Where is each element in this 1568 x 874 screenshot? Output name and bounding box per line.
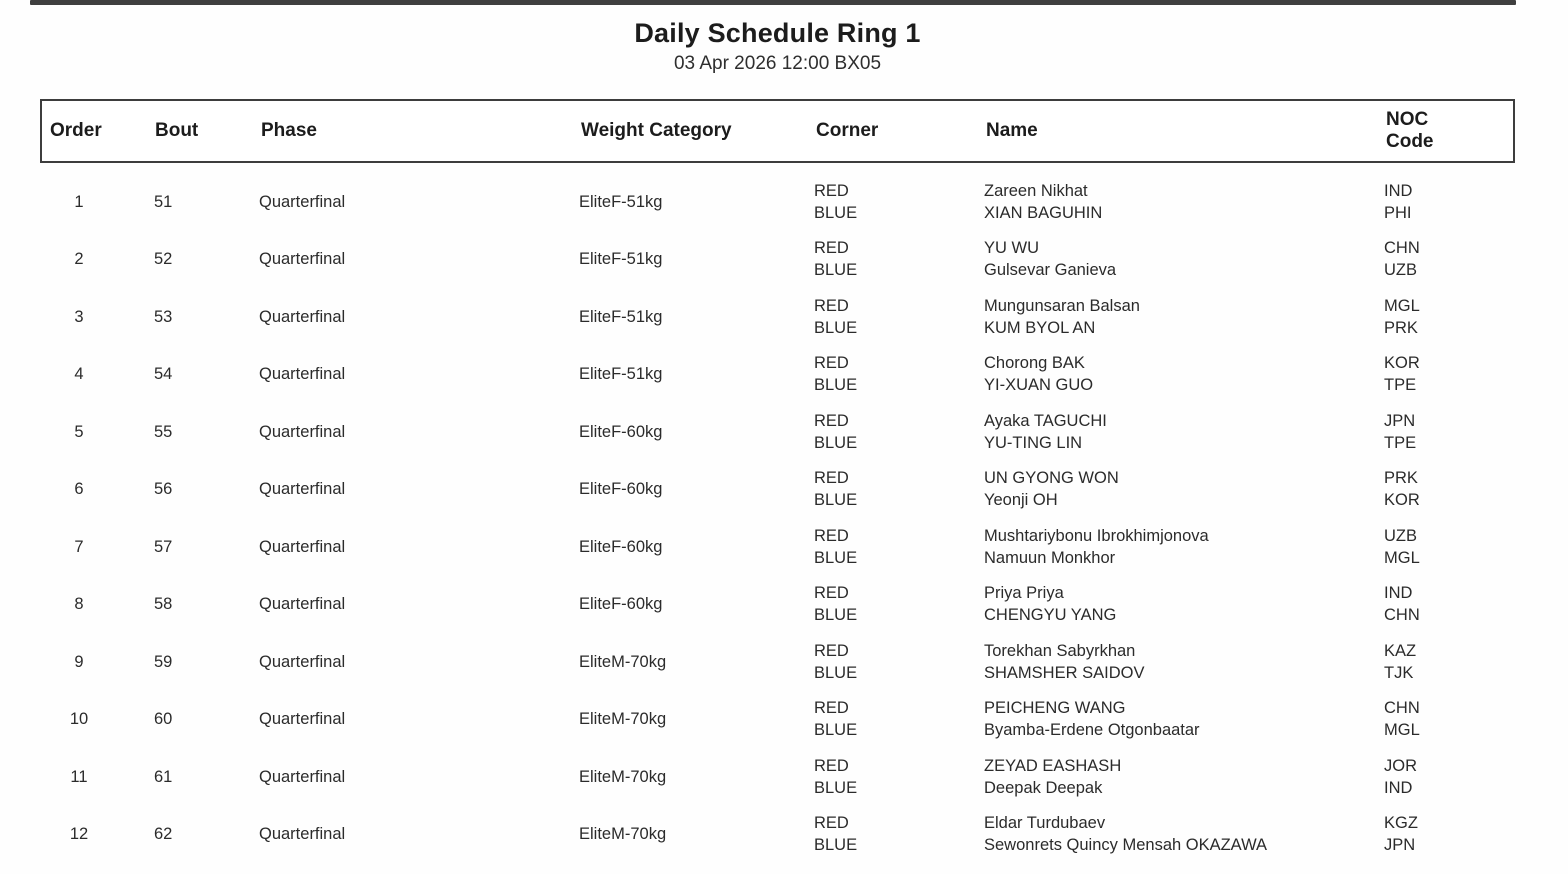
blue-boxer-noc: PRK <box>1384 318 1418 337</box>
corner-blue-label: BLUE <box>814 318 858 337</box>
bout-row <box>40 288 1515 346</box>
corner-red-label: RED <box>814 641 849 660</box>
blue-boxer-noc: MGL <box>1384 548 1420 567</box>
order-cell: 10 <box>69 710 89 729</box>
name-cell <box>975 697 1375 741</box>
blue-boxer-noc: PHI <box>1384 203 1412 222</box>
bout-cell: 53 <box>154 307 173 326</box>
noc-cell <box>1375 180 1515 224</box>
name-cell <box>975 352 1375 396</box>
red-boxer-noc: MGL <box>1384 296 1420 315</box>
phase-cell: Quarterfinal <box>259 307 346 326</box>
bout-cell: 55 <box>154 422 173 441</box>
red-boxer-noc: IND <box>1384 584 1413 603</box>
blue-boxer-noc: UZB <box>1384 261 1417 280</box>
order-cell: 12 <box>69 825 89 844</box>
weight-category-cell: EliteF-60kg <box>579 422 663 441</box>
noc-cell <box>1375 467 1515 511</box>
column-header-bout: Bout <box>155 120 199 141</box>
phase-cell: Quarterfinal <box>259 767 346 786</box>
blue-boxer-name: Yeonji OH <box>984 491 1058 510</box>
bout-cell: 51 <box>154 192 173 211</box>
corner-cell <box>805 697 975 741</box>
noc-cell <box>1375 410 1515 454</box>
noc-cell <box>1375 352 1515 396</box>
phase-cell: Quarterfinal <box>259 192 346 211</box>
red-boxer-noc: JOR <box>1384 756 1417 775</box>
red-boxer-name: Torekhan Sabyrkhan <box>984 641 1136 660</box>
name-cell <box>975 582 1375 626</box>
red-boxer-name: YU WU <box>984 239 1039 258</box>
page-subtitle: 03 Apr 2026 12:00 BX05 <box>673 53 882 74</box>
phase-cell: Quarterfinal <box>259 480 346 499</box>
name-cell <box>975 812 1375 856</box>
red-boxer-noc: PRK <box>1384 469 1418 488</box>
corner-cell <box>805 352 975 396</box>
name-cell <box>975 237 1375 281</box>
table-header-row <box>40 99 1515 163</box>
corner-red-label: RED <box>814 469 849 488</box>
corner-red-label: RED <box>814 239 849 258</box>
bout-row <box>40 748 1515 806</box>
blue-boxer-name: YI-XUAN GUO <box>984 376 1094 395</box>
bout-cell: 62 <box>154 825 173 844</box>
blue-boxer-name: CHENGYU YANG <box>984 606 1117 625</box>
bout-cell: 56 <box>154 480 173 499</box>
bout-row <box>40 806 1515 864</box>
red-boxer-name: Mushtariybonu Ibrokhimjonova <box>984 526 1209 545</box>
corner-cell <box>805 640 975 684</box>
blue-boxer-noc: IND <box>1384 778 1413 797</box>
blue-boxer-name: Sewonrets Quincy Mensah OKAZAWA <box>984 836 1268 855</box>
column-header-noc-code <box>1377 109 1513 153</box>
phase-cell: Quarterfinal <box>259 710 346 729</box>
column-header-weight-category: Weight Category <box>581 120 732 141</box>
blue-boxer-name: Deepak Deepak <box>984 778 1103 797</box>
corner-blue-label: BLUE <box>814 491 858 510</box>
red-boxer-noc: KOR <box>1384 354 1420 373</box>
corner-blue-label: BLUE <box>814 721 858 740</box>
red-boxer-name: UN GYONG WON <box>984 469 1119 488</box>
corner-cell <box>805 582 975 626</box>
bout-cell: 61 <box>154 767 173 786</box>
bout-cell: 58 <box>154 595 173 614</box>
weight-category-cell: EliteF-60kg <box>579 537 663 556</box>
red-boxer-noc: IND <box>1384 181 1413 200</box>
red-boxer-name: Zareen Nikhat <box>984 181 1088 200</box>
weight-category-cell: EliteF-51kg <box>579 365 663 384</box>
name-cell <box>975 755 1375 799</box>
red-boxer-name: Mungunsaran Balsan <box>984 296 1140 315</box>
noc-cell <box>1375 755 1515 799</box>
weight-category-cell: EliteF-51kg <box>579 307 663 326</box>
blue-boxer-name: Gulsevar Ganieva <box>984 261 1117 280</box>
weight-category-cell: EliteF-51kg <box>579 192 663 211</box>
red-boxer-name: PEICHENG WANG <box>984 699 1126 718</box>
title-block <box>40 17 1515 76</box>
phase-cell: Quarterfinal <box>259 595 346 614</box>
order-cell: 11 <box>70 767 88 786</box>
bout-row <box>40 691 1515 749</box>
column-header-name: Name <box>986 120 1038 141</box>
corner-cell <box>805 237 975 281</box>
red-boxer-name: Eldar Turdubaev <box>984 814 1106 833</box>
weight-category-cell: EliteF-60kg <box>579 480 663 499</box>
phase-cell: Quarterfinal <box>259 652 346 671</box>
blue-boxer-noc: TJK <box>1384 663 1414 682</box>
red-boxer-name: ZEYAD EASHASH <box>984 756 1122 775</box>
bout-row <box>40 231 1515 289</box>
bout-row <box>40 576 1515 634</box>
weight-category-cell: EliteM-70kg <box>579 767 667 786</box>
blue-boxer-noc: TPE <box>1384 376 1417 395</box>
red-boxer-noc: JPN <box>1384 411 1416 430</box>
noc-cell <box>1375 812 1515 856</box>
corner-red-label: RED <box>814 699 849 718</box>
corner-red-label: RED <box>814 584 849 603</box>
corner-cell <box>805 180 975 224</box>
bout-row <box>40 346 1515 404</box>
corner-red-label: RED <box>814 814 849 833</box>
name-cell <box>975 467 1375 511</box>
order-cell: 7 <box>74 537 84 556</box>
order-cell: 2 <box>74 250 84 269</box>
blue-boxer-noc: TPE <box>1384 433 1417 452</box>
column-header-corner: Corner <box>816 120 879 141</box>
order-cell: 5 <box>74 422 84 441</box>
order-cell: 3 <box>74 307 84 326</box>
phase-cell: Quarterfinal <box>259 422 346 441</box>
name-cell <box>975 180 1375 224</box>
bout-cell: 52 <box>154 250 173 269</box>
noc-cell <box>1375 697 1515 741</box>
phase-cell: Quarterfinal <box>259 365 346 384</box>
corner-cell <box>805 410 975 454</box>
bout-cell: 59 <box>154 652 173 671</box>
corner-red-label: RED <box>814 756 849 775</box>
weight-category-cell: EliteM-70kg <box>579 652 667 671</box>
blue-boxer-noc: CHN <box>1384 606 1420 625</box>
schedule-table-body <box>40 173 1515 863</box>
blue-boxer-name: KUM BYOL AN <box>984 318 1096 337</box>
order-cell: 9 <box>74 652 84 671</box>
corner-red-label: RED <box>814 296 849 315</box>
bout-row <box>40 633 1515 691</box>
corner-blue-label: BLUE <box>814 203 858 222</box>
red-boxer-noc: KAZ <box>1384 641 1417 660</box>
weight-category-cell: EliteF-51kg <box>579 250 663 269</box>
corner-blue-label: BLUE <box>814 376 858 395</box>
bout-cell: 60 <box>154 710 173 729</box>
name-cell <box>975 640 1375 684</box>
blue-boxer-name: YU-TING LIN <box>984 433 1083 452</box>
weight-category-cell: EliteF-60kg <box>579 595 663 614</box>
corner-blue-label: BLUE <box>814 433 858 452</box>
blue-boxer-name: XIAN BAGUHIN <box>984 203 1103 222</box>
name-cell <box>975 525 1375 569</box>
noc-cell <box>1375 525 1515 569</box>
corner-blue-label: BLUE <box>814 261 858 280</box>
weight-category-cell: EliteM-70kg <box>579 710 667 729</box>
order-cell: 4 <box>74 365 84 384</box>
page-title: Daily Schedule Ring 1 <box>634 18 921 48</box>
bout-row <box>40 518 1515 576</box>
column-header-phase: Phase <box>261 120 317 141</box>
corner-red-label: RED <box>814 526 849 545</box>
noc-header-line2: Code <box>1386 131 1434 152</box>
noc-cell <box>1375 295 1515 339</box>
bout-row <box>40 461 1515 519</box>
red-boxer-noc: UZB <box>1384 526 1417 545</box>
red-boxer-name: Ayaka TAGUCHI <box>984 411 1107 430</box>
red-boxer-name: Priya Priya <box>984 584 1064 603</box>
corner-blue-label: BLUE <box>814 548 858 567</box>
blue-boxer-name: Namuun Monkhor <box>984 548 1116 567</box>
bout-row <box>40 173 1515 231</box>
name-cell <box>975 295 1375 339</box>
order-cell: 8 <box>74 595 84 614</box>
order-cell: 6 <box>74 480 84 499</box>
page-top-edge-bar <box>30 0 1516 5</box>
weight-category-cell: EliteM-70kg <box>579 825 667 844</box>
corner-cell <box>805 812 975 856</box>
corner-blue-label: BLUE <box>814 778 858 797</box>
noc-cell <box>1375 237 1515 281</box>
corner-blue-label: BLUE <box>814 663 858 682</box>
name-cell <box>975 410 1375 454</box>
blue-boxer-name: SHAMSHER SAIDOV <box>984 663 1145 682</box>
red-boxer-noc: CHN <box>1384 239 1420 258</box>
red-boxer-noc: CHN <box>1384 699 1420 718</box>
red-boxer-noc: KGZ <box>1384 814 1418 833</box>
blue-boxer-noc: MGL <box>1384 721 1420 740</box>
noc-cell <box>1375 582 1515 626</box>
bout-cell: 54 <box>154 365 173 384</box>
column-header-order: Order <box>50 120 102 141</box>
corner-cell <box>805 467 975 511</box>
corner-blue-label: BLUE <box>814 836 858 855</box>
blue-boxer-name: Byamba-Erdene Otgonbaatar <box>984 721 1200 740</box>
corner-red-label: RED <box>814 354 849 373</box>
phase-cell: Quarterfinal <box>259 250 346 269</box>
corner-cell <box>805 755 975 799</box>
noc-cell <box>1375 640 1515 684</box>
corner-red-label: RED <box>814 411 849 430</box>
corner-red-label: RED <box>814 181 849 200</box>
phase-cell: Quarterfinal <box>259 537 346 556</box>
bout-cell: 57 <box>154 537 173 556</box>
phase-cell: Quarterfinal <box>259 825 346 844</box>
corner-cell <box>805 525 975 569</box>
order-cell: 1 <box>74 192 84 211</box>
red-boxer-name: Chorong BAK <box>984 354 1085 373</box>
noc-header-line1: NOC <box>1386 109 1429 130</box>
blue-boxer-noc: JPN <box>1384 836 1416 855</box>
corner-blue-label: BLUE <box>814 606 858 625</box>
corner-cell <box>805 295 975 339</box>
bout-row <box>40 403 1515 461</box>
blue-boxer-noc: KOR <box>1384 491 1420 510</box>
